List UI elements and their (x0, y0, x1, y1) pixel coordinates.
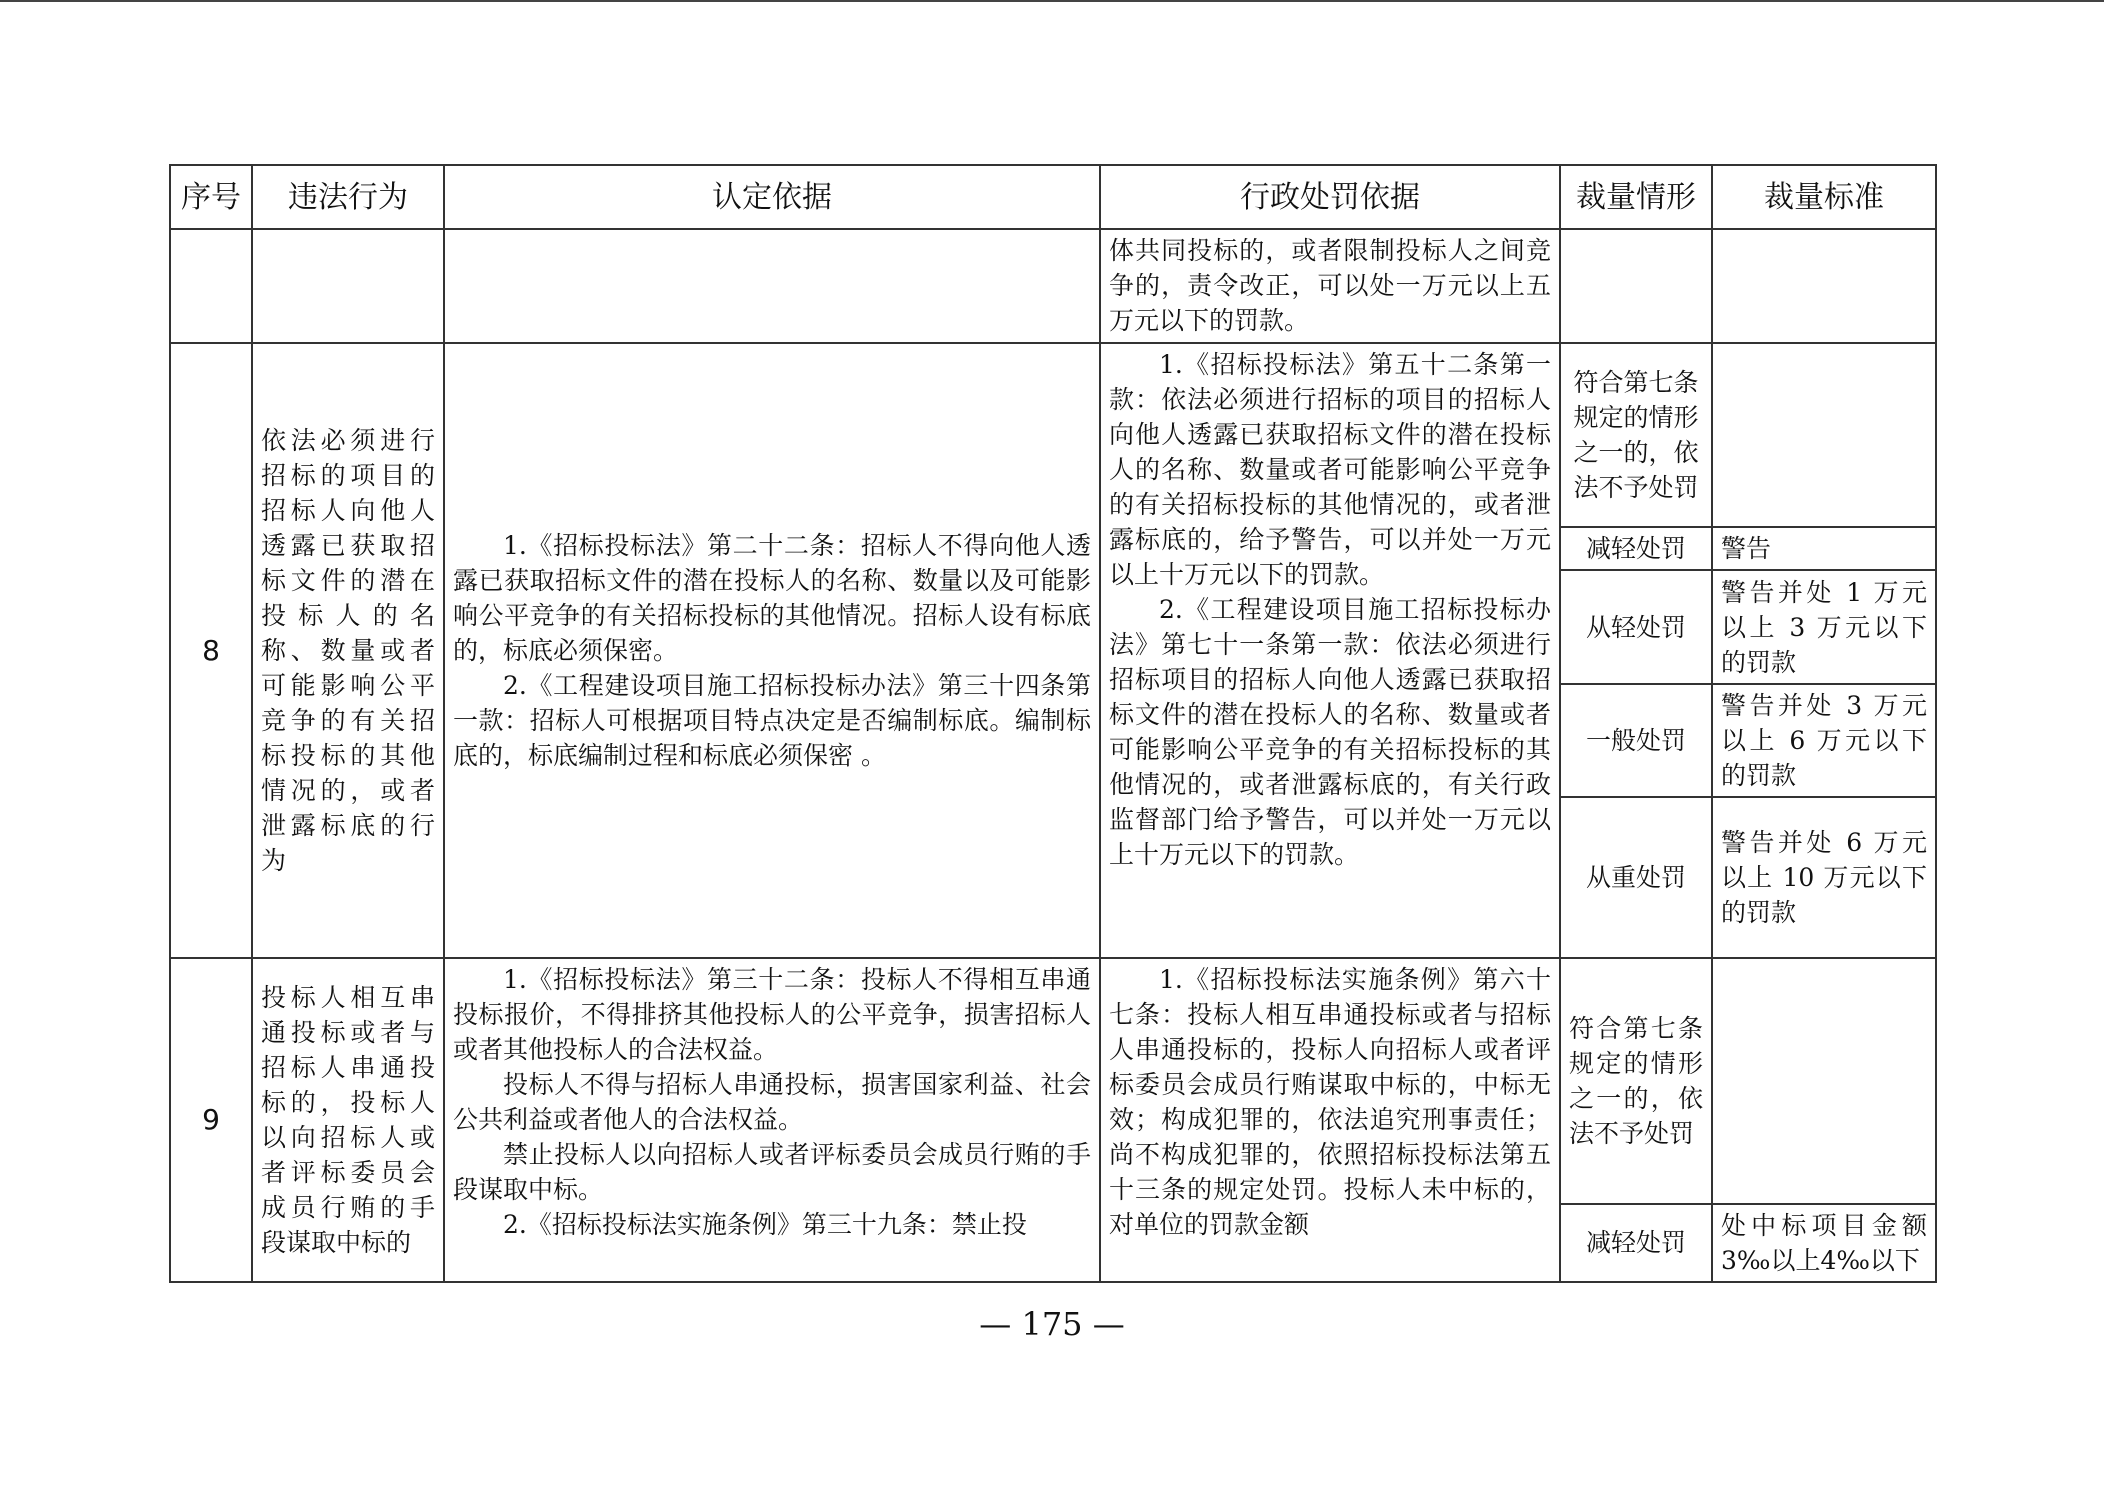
row9-seq: 9 (170, 958, 252, 1282)
row9-situation-exempt: 符合第七条规定的情形之一的，依法不予处罚 (1560, 958, 1712, 1204)
row8-standard-general: 警告并处 3 万元以上 6 万元以下的罚款 (1712, 684, 1936, 797)
row8-basis-paragraph-1: 1.《招标投标法》第二十二条：招标人不得向他人透露已获取招标文件的潜在投标人的名称、数量以及可能影响公平竞争的有关招标投标的其他情况。招标人设有标底的，标底必须保密。 (453, 530, 1091, 665)
row8-basis-paragraph-2: 2.《工程建设项目施工招标投标办法》第三十四条第一款：招标人可根据项目特点决定是否编制标底。编制标底的，标底编制过程和标底必须保密 。 (453, 670, 1091, 770)
cont-penalty-basis-cell: 体共同投标的，或者限制投标人之间竞争的，责令改正，可以处一万元以上五万元以下的罚款。 (1100, 229, 1560, 342)
header-discretion-situation: 裁量情形 (1560, 165, 1712, 229)
header-discretion-standard: 裁量标准 (1712, 165, 1936, 229)
cont-standard-cell (1712, 229, 1936, 342)
row8-situation-mitigated: 减轻处罚 (1560, 527, 1712, 570)
row9-situation-mitigated: 减轻处罚 (1560, 1204, 1712, 1282)
row9-basis-paragraph-2: 投标人不得与招标人串通投标，损害国家利益、社会公共利益或者他人的合法权益。 (453, 1069, 1091, 1134)
row9-penalty-paragraph-1: 1.《招标投标法实施条例》第六十七条：投标人相互串通投标或者与招标人串通投标的，投标人向招标人或者评标委员会成员行贿谋取中标的，中标无效；构成犯罪的，依法追究刑事责任；尚不构成犯罪的，依照招标投标法第五十三条的规定处罚。投标人未中标的，对单位的罚款金额 (1109, 964, 1551, 1239)
page-top-border (0, 0, 2104, 2)
row8-situation-severe: 从重处罚 (1560, 797, 1712, 958)
row8-situation-lenient: 从轻处罚 (1560, 570, 1712, 683)
row8-standard-exempt (1712, 343, 1936, 528)
row8-penalty-paragraph-2: 2.《工程建设项目施工招标投标办法》第七十一条第一款：依法必须进行招标项目的招标人向他人透露已获取招标文件的潜在投标人的名称、数量或者可能影响公平竞争的有关招标投标的其他情况的，或者泄露标底的，有关行政监督部门给予警告，可以并处一万元以上十万元以下的罚款。 (1109, 594, 1551, 869)
row8-violation: 依法必须进行招标的项目的招标人向他人透露已获取招标文件的潜在投标人的名称、数量或者可能影响公平竞争的有关招标投标的其他情况的，或者泄露标底的行为 (252, 343, 444, 958)
row8-standard-lenient: 警告并处 1 万元以上 3 万元以下的罚款 (1712, 570, 1936, 683)
cont-basis-cell (444, 229, 1100, 342)
cont-seq-cell (170, 229, 252, 342)
row9-basis-paragraph-3: 禁止投标人以向招标人或者评标委员会成员行贿的手段谋取中标。 (453, 1139, 1091, 1204)
row8-situation-exempt: 符合第七条规定的情形之一的，依法不予处罚 (1560, 343, 1712, 528)
table-row-9-a (170, 958, 1936, 1204)
row9-basis-paragraph-1: 1.《招标投标法》第三十二条：投标人不得相互串通投标报价，不得排挤其他投标人的公平竞争，损害招标人或者其他投标人的合法权益。 (453, 964, 1091, 1064)
row9-standard-exempt (1712, 958, 1936, 1204)
header-violation: 违法行为 (252, 165, 444, 229)
row8-standard-mitigated: 警告 (1712, 527, 1936, 570)
row8-seq: 8 (170, 343, 252, 958)
row9-basis-paragraph-4: 2.《招标投标法实施条例》第三十九条：禁止投 (503, 1209, 1027, 1239)
row8-situation-general: 一般处罚 (1560, 684, 1712, 797)
cont-violation-cell (252, 229, 444, 342)
penalty-discretion-table (169, 164, 1937, 1283)
table-row-continued (170, 229, 1936, 342)
header-basis: 认定依据 (444, 165, 1100, 229)
row9-violation: 投标人相互串通投标或者与招标人串通投标的，投标人以向招标人或者评标委员会成员行贿的手段谋取中标的 (252, 958, 444, 1282)
header-row (170, 165, 1936, 229)
page-number: — 175 — (979, 1305, 1125, 1343)
row8-standard-severe: 警告并处 6 万元以上 10 万元以下的罚款 (1712, 797, 1936, 958)
row8-penalty-paragraph-1: 1.《招标投标法》第五十二条第一款：依法必须进行招标的项目的招标人向他人透露已获取招标文件的潜在投标人的名称、数量或者可能影响公平竞争的有关招标投标的其他情况的，或者泄露标底的，给予警告，可以并处一万元以上十万元以下的罚款。 (1109, 349, 1551, 589)
row8-basis (444, 343, 1100, 958)
table-row-8-a (170, 343, 1936, 528)
header-seq: 序号 (170, 165, 252, 229)
row9-basis (444, 958, 1100, 1282)
header-penalty-basis: 行政处罚依据 (1100, 165, 1560, 229)
row8-penalty-basis (1100, 343, 1560, 958)
row9-penalty-basis (1100, 958, 1560, 1282)
cont-situation-cell (1560, 229, 1712, 342)
row9-standard-mitigated: 处中标项目金额3‰以上4‰以下 (1712, 1204, 1936, 1282)
